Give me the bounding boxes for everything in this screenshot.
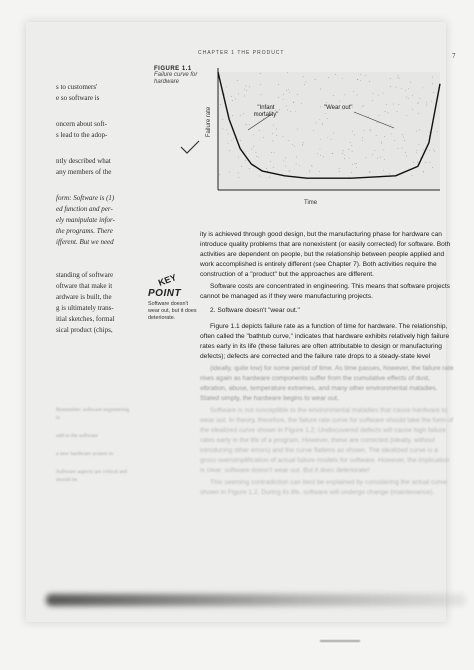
scan-noise-dot	[229, 150, 230, 151]
scan-noise-dot	[287, 72, 288, 73]
scan-noise-dot	[323, 157, 324, 158]
scan-noise-dot	[315, 79, 316, 80]
scan-noise-dot	[418, 113, 419, 114]
faint-margin-notes	[56, 406, 131, 494]
paragraph: (ideally, quite low) for some period of time. As time passes, however, the failure rate rises again as hardware components suffer from the cumulative effects of dust, vibration, abuse, temperature extremes, and many other environmental maladies. Stated simply, the hardware begins to wear out.	[200, 365, 454, 402]
scan-noise-dot	[351, 172, 352, 173]
scan-noise-dot	[355, 163, 356, 164]
scan-noise-dot	[241, 166, 242, 167]
plot-area	[218, 72, 440, 190]
scan-noise-dot	[350, 142, 351, 143]
scan-noise-dot	[319, 171, 320, 172]
faint-note: Software aspects are critical and should be	[56, 469, 128, 483]
scan-noise-dot	[239, 177, 240, 178]
y-axis-title: Failure rate	[206, 106, 213, 138]
left-line: ifferent. But we need	[56, 238, 114, 246]
scan-noise-dot	[237, 80, 238, 81]
scan-noise-dot	[303, 76, 304, 77]
scan-noise-dot	[312, 166, 313, 167]
scan-noise-dot	[375, 150, 376, 151]
scan-noise-dot	[320, 149, 321, 150]
scan-noise-dot	[353, 91, 354, 92]
scan-noise-dot	[368, 117, 369, 118]
paragraph: Software costs are concentrated in engineering. This means that software projects cannot be managed as if they were manufacturing projects.	[200, 283, 450, 300]
faint-note: a new hardware system in	[56, 451, 114, 457]
scan-noise-dot	[356, 167, 357, 168]
scan-noise-dot	[222, 119, 223, 120]
key-point-title: POINT	[148, 288, 182, 299]
scan-noise-dot	[357, 95, 358, 96]
scan-noise-dot	[356, 163, 357, 164]
scan-noise-dot	[343, 150, 344, 151]
scan-noise-dot	[331, 139, 332, 140]
scan-noise-dot	[349, 158, 350, 159]
scan-noise-dot	[381, 142, 382, 143]
scan-noise-dot	[272, 141, 273, 142]
left-line: oncern about soft-	[56, 120, 107, 128]
scan-noise-dot	[437, 131, 438, 132]
scan-noise-dot	[396, 87, 397, 88]
scan-noise-dot	[362, 107, 363, 108]
scan-noise-dot	[419, 130, 420, 131]
scan-noise-dot	[229, 171, 230, 172]
scan-noise-dot	[397, 77, 398, 78]
scan-noise-dot	[352, 164, 353, 165]
scan-noise-dot	[273, 125, 274, 126]
main-body-text	[200, 230, 454, 500]
scan-noise-dot	[423, 88, 424, 89]
scan-noise-dot	[432, 167, 433, 168]
scan-noise-dot	[286, 106, 287, 107]
scan-noise-dot	[297, 94, 298, 95]
scan-noise-dot	[397, 111, 398, 112]
scan-noise-dot	[246, 86, 247, 87]
x-axis-title: Time	[304, 200, 318, 206]
scan-noise-dot	[285, 166, 286, 167]
scan-noise-dot	[259, 176, 260, 177]
scan-noise-dot	[398, 104, 399, 105]
scan-noise-dot	[342, 78, 343, 79]
scan-noise-dot	[418, 102, 419, 103]
scan-noise-dot	[271, 152, 272, 153]
scan-noise-dot	[253, 134, 254, 135]
left-line: oftware that make it	[56, 282, 113, 290]
scan-noise-dot	[296, 164, 297, 165]
scan-noise-dot	[232, 100, 233, 101]
scan-noise-dot	[246, 124, 247, 125]
scan-noise-dot	[399, 78, 400, 79]
scan-noise-dot	[385, 111, 386, 112]
paragraph: Figure 1.1 depicts failure rate as a function of time for hardware. The relationship, often called the "bathtub curve," indicates that hardware exhibits relatively high failure rates early in its life (these failures are often attributable to design or manufacturing defects); defects are corrected and the failure rate drops to a steady-state level	[200, 323, 450, 360]
scan-noise-dot	[278, 84, 279, 85]
scan-noise-dot	[352, 131, 353, 132]
scan-noise-dot	[335, 74, 336, 75]
scan-noise-dot	[245, 160, 246, 161]
annotation-wear-out: "Wear out"	[324, 105, 353, 111]
scan-noise-dot	[259, 130, 260, 131]
scan-noise-dot	[425, 162, 426, 163]
paragraph: Software is not susceptible to the environmental maladies that cause hardware to wear out. In theory, therefore, the failure rate curve for software should take the form of the idealized curve shown in Figure 1.2. Undiscovered defects will cause high failure rates early in the life of a program. However, these are corrected (ideally, without introducing other errors) and the curve flattens as shown. The idealized curve is a gross oversimplification of actual failure models for software. However, the implication is clear: software doesn't wear out. But it does deteriorate!	[200, 407, 454, 474]
scan-noise-dot	[320, 155, 321, 156]
scan-noise-dot	[274, 152, 275, 153]
scan-noise-dot	[260, 73, 261, 74]
scan-noise-dot	[373, 93, 374, 94]
scan-noise-dot	[360, 80, 361, 81]
scan-noise-dot	[244, 89, 245, 90]
scan-noise-dot	[309, 172, 310, 173]
left-line: standing of software	[56, 271, 114, 279]
left-line: s to customers'	[56, 83, 98, 91]
scan-noise-dot	[406, 115, 407, 116]
scan-noise-dot	[372, 100, 373, 101]
running-head: CHAPTER 1 THE PRODUCT	[198, 50, 285, 56]
left-line: the programs. There	[56, 227, 113, 235]
scan-noise-dot	[383, 93, 384, 94]
scan-noise-dot	[426, 103, 427, 104]
scan-noise-dot	[405, 90, 406, 91]
scan-noise-dot	[406, 156, 407, 157]
scan-noise-dot	[288, 89, 289, 90]
scan-noise-dot	[226, 87, 227, 88]
scan-noise-dot	[249, 168, 250, 169]
scan-noise-dot	[327, 137, 328, 138]
scan-noise-dot	[386, 104, 387, 105]
scan-noise-dot	[416, 152, 417, 153]
faint-note: add to the software	[56, 433, 98, 439]
scan-noise-dot	[235, 99, 236, 100]
scan-noise-dot	[406, 97, 407, 98]
scan-noise-dot	[320, 119, 321, 120]
scan-noise-dot	[228, 134, 229, 135]
scan-noise-dot	[276, 129, 277, 130]
scan-noise-dot	[269, 177, 270, 178]
left-line: ntly described what	[56, 157, 111, 165]
scan-noise-dot	[418, 103, 419, 104]
scan-noise-dot	[231, 96, 232, 97]
scan-noise-dot	[370, 129, 371, 130]
scan-noise-dot	[333, 95, 334, 96]
scan-noise-dot	[333, 133, 334, 134]
scan-noise-dot	[420, 98, 421, 99]
scan-noise-dot	[376, 135, 377, 136]
scan-noise-dot	[365, 75, 366, 76]
scan-noise-dot	[389, 173, 390, 174]
scan-noise-dot	[256, 152, 257, 153]
scan-noise-dot	[360, 74, 361, 75]
scan-noise-dot	[344, 155, 345, 156]
scan-noise-dot	[408, 88, 409, 89]
scan-noise-dot	[339, 101, 340, 102]
scan-noise-dot	[342, 153, 343, 154]
scan-noise-dot	[316, 123, 317, 124]
scan-noise-dot	[276, 135, 277, 136]
left-line: e so software is	[56, 94, 100, 102]
scan-noise-dot	[289, 171, 290, 172]
left-line: g is ultimately trans-	[56, 304, 114, 312]
scan-noise-dot	[401, 88, 402, 89]
scan-noise-dot	[405, 152, 406, 153]
scan-smudge	[46, 594, 466, 606]
scan-noise-dot	[354, 135, 355, 136]
scan-noise-dot	[305, 81, 306, 82]
scan-noise-dot	[364, 130, 365, 131]
scan-noise-dot	[423, 171, 424, 172]
scan-noise-dot	[339, 168, 340, 169]
scan-noise-dot	[253, 146, 254, 147]
left-line: ed function and per-	[56, 205, 113, 213]
scan-noise-dot	[432, 77, 433, 78]
annotation-infant-mortality: "Infant mortality"	[253, 105, 279, 118]
scan-noise-dot	[320, 107, 321, 108]
scan-noise-dot	[270, 161, 271, 162]
left-line: form: Software is (1)	[56, 194, 115, 202]
scan-noise-dot	[286, 90, 287, 91]
scan-noise-dot	[283, 161, 284, 162]
scan-noise-dot	[345, 94, 346, 95]
scan-noise-dot	[362, 140, 363, 141]
scan-noise-dot	[388, 112, 389, 113]
scan-noise-dot	[370, 131, 371, 132]
scan-noise-dot	[426, 105, 427, 106]
scan-noise-dot	[384, 136, 385, 137]
scan-noise-dot	[434, 151, 435, 152]
scan-noise-dot	[377, 158, 378, 159]
scan-noise-dot	[328, 77, 329, 78]
key-point-key: KEY	[156, 272, 178, 288]
scan-noise-dot	[278, 97, 279, 98]
scan-noise-dot	[311, 165, 312, 166]
scan-noise-dot	[299, 165, 300, 166]
key-point-text: Software doesn't wear out, but it does deteriorate.	[148, 301, 197, 321]
scan-noise-dot	[398, 148, 399, 149]
scan-noise-dot	[296, 157, 297, 158]
scan-noise-dot	[391, 134, 392, 135]
scan-noise-dot	[370, 172, 371, 173]
scan-noise-dot	[429, 150, 430, 151]
scan-noise-dot	[297, 129, 298, 130]
scan-noise-dot	[384, 149, 385, 150]
scan-noise-dot	[320, 139, 321, 140]
left-line: itial sketches, formal	[56, 315, 115, 323]
scan-noise-dot	[294, 146, 295, 147]
scan-noise-dot	[240, 140, 241, 141]
scan-noise-dot	[412, 109, 413, 110]
paragraph: ity is achieved through good design, but the manufacturing phase for hardware can introduce quality problems that are nonexistent (or easily corrected) for software. Both activities are dependent on people, but the relationship between people applied and work accomplished is entirely different (see Chapter 7). Both activities require the construction of a "product" but the approaches are different.	[200, 231, 451, 278]
scan-noise-dot	[283, 136, 284, 137]
scan-noise-dot	[404, 140, 405, 141]
left-line: s lead to the adop-	[56, 131, 108, 139]
scan-noise-dot	[309, 170, 310, 171]
scan-noise-dot	[293, 102, 294, 103]
scan-noise-dot	[378, 95, 379, 96]
scan-noise-dot	[393, 104, 394, 105]
scan-noise-dot	[408, 98, 409, 99]
scan-noise-dot	[289, 170, 290, 171]
scan-noise-dot	[417, 162, 418, 163]
scan-noise-dot	[339, 171, 340, 172]
scan-noise-dot	[292, 144, 293, 145]
left-line: any members of the	[56, 168, 112, 176]
chart-svg	[204, 54, 449, 214]
scan-noise-dot	[402, 148, 403, 149]
scan-noise-dot	[384, 159, 385, 160]
scan-noise-dot	[413, 162, 414, 163]
left-line: ely manipulate infor-	[56, 216, 115, 224]
scan-noise-dot	[290, 111, 291, 112]
scan-noise-dot	[260, 84, 261, 85]
scan-noise-dot	[295, 111, 296, 112]
scan-noise-dot	[357, 79, 358, 80]
scan-noise-dot	[352, 151, 353, 152]
scan-noise-dot	[432, 84, 433, 85]
scan-noise-dot	[383, 170, 384, 171]
scan-noise-dot	[376, 122, 377, 123]
scan-noise-dot	[431, 101, 432, 102]
scan-noise-dot	[344, 158, 345, 159]
scan-noise-dot	[423, 172, 424, 173]
scan-noise-dot	[390, 125, 391, 126]
paragraph: This seeming contradiction can best be explained by considering the actual curve shown in Figure 1.2. During its life, software will undergo change (maintenance).	[200, 479, 448, 496]
scan-noise-dot	[256, 156, 257, 157]
scan-noise-dot	[244, 96, 245, 97]
scan-noise-dot	[332, 153, 333, 154]
scan-noise-dot	[263, 137, 264, 138]
scan-noise-dot	[240, 115, 241, 116]
scan-noise-dot	[433, 149, 434, 150]
scan-noise-dot	[419, 144, 420, 145]
scan-noise-dot	[266, 168, 267, 169]
scan-noise-dot	[224, 94, 225, 95]
scan-noise-dot	[246, 90, 247, 91]
left-line: ardware is built, the	[56, 293, 112, 301]
scan-noise-dot	[289, 92, 290, 93]
scan-noise-dot	[293, 102, 294, 103]
scan-noise-dot	[228, 143, 229, 144]
scan-noise-dot	[238, 94, 239, 95]
scan-noise-dot	[273, 167, 274, 168]
failure-curve-chart	[204, 54, 449, 214]
scan-noise-dot	[412, 95, 413, 96]
scan-noise-dot	[363, 105, 364, 106]
scan-noise-dot	[410, 82, 411, 83]
figure-label	[154, 66, 206, 86]
scan-noise-dot	[272, 133, 273, 134]
scan-noise-dot	[304, 84, 305, 85]
scan-noise-dot	[232, 140, 233, 141]
scan-noise-dot	[302, 144, 303, 145]
figure-number: FIGURE 1.1	[154, 66, 192, 72]
left-line: sical product (chips,	[56, 326, 113, 334]
scan-noise-dot	[372, 154, 373, 155]
scan-noise-dot	[403, 137, 404, 138]
scan-noise-dot	[429, 132, 430, 133]
scan-noise-dot	[322, 124, 323, 125]
scan-noise-dot	[433, 92, 434, 93]
scan-noise-dot	[302, 145, 303, 146]
scan-noise-dot	[390, 78, 391, 79]
scan-noise-dot	[233, 138, 234, 139]
scan-noise-dot	[258, 157, 259, 158]
scan-noise-dot	[398, 75, 399, 76]
list-item: 2. Software doesn't "wear out."	[210, 307, 300, 314]
scan-noise-dot	[369, 81, 370, 82]
scan-noise-dot	[430, 162, 431, 163]
scan-noise-dot	[303, 142, 304, 143]
scan-noise-dot	[423, 150, 424, 151]
checkmark-icon	[179, 139, 201, 155]
scan-noise-dot	[379, 115, 380, 116]
scan-noise-dot	[322, 123, 323, 124]
scan-noise-dot	[357, 79, 358, 80]
scan-noise-dot	[232, 115, 233, 116]
scan-noise-dot	[220, 104, 221, 105]
scan-noise-dot	[246, 124, 247, 125]
scan-noise-dot	[219, 174, 220, 175]
scan-noise-dot	[381, 143, 382, 144]
scan-noise-dot	[288, 140, 289, 141]
scan-noise-dot	[226, 130, 227, 131]
key-point-margin-note	[148, 270, 198, 322]
scan-noise-dot	[223, 129, 224, 130]
scan-noise-dot	[249, 87, 250, 88]
scan-noise-dot	[390, 86, 391, 87]
scan-noise-dot	[317, 153, 318, 154]
scan-noise-dot	[366, 157, 367, 158]
scan-noise-dot	[301, 103, 302, 104]
page-number: 7	[452, 52, 456, 60]
scan-noise-dot	[313, 130, 314, 131]
faint-note: Remember: software engineering is	[56, 407, 130, 421]
scan-artifact	[320, 640, 360, 642]
scan-noise-dot	[362, 137, 363, 138]
book-page	[26, 22, 456, 622]
scan-noise-dot	[352, 107, 353, 108]
scan-noise-dot	[283, 94, 284, 95]
scan-noise-dot	[402, 134, 403, 135]
scan-noise-dot	[420, 158, 421, 159]
scan-noise-dot	[412, 175, 413, 176]
scan-noise-dot	[351, 145, 352, 146]
scan-noise-dot	[243, 113, 244, 114]
scan-noise-dot	[326, 102, 327, 103]
scan-noise-dot	[251, 149, 252, 150]
scan-noise-dot	[249, 124, 250, 125]
scan-noise-dot	[348, 149, 349, 150]
scan-noise-dot	[327, 118, 328, 119]
scan-noise-dot	[245, 152, 246, 153]
left-column-cropped-text	[56, 82, 131, 351]
scan-noise-dot	[261, 94, 262, 95]
scan-noise-dot	[285, 158, 286, 159]
scan-noise-dot	[320, 89, 321, 90]
scan-noise-dot	[238, 173, 239, 174]
figure-caption: Failure curve for hardware	[154, 72, 198, 85]
scan-noise-dot	[378, 122, 379, 123]
scan-noise-dot	[380, 157, 381, 158]
scan-noise-dot	[394, 140, 395, 141]
scan-noise-dot	[325, 113, 326, 114]
scan-noise-dot	[416, 131, 417, 132]
scan-noise-dot	[238, 157, 239, 158]
scan-noise-dot	[287, 110, 288, 111]
scan-noise-dot	[416, 150, 417, 151]
scan-noise-dot	[283, 99, 284, 100]
